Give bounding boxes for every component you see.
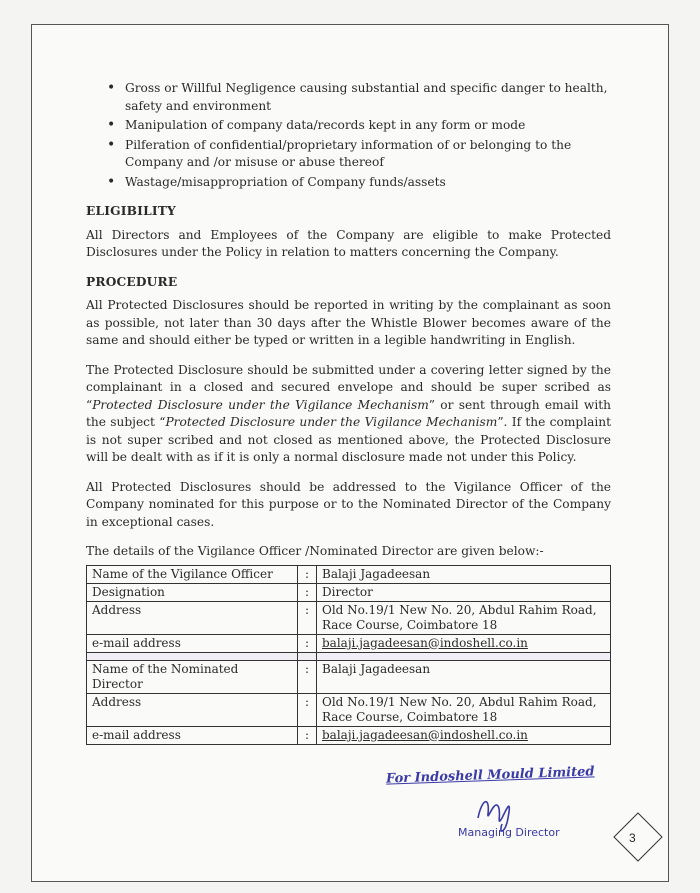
- text-span: ” or sent through email with the subject “: [86, 397, 612, 429]
- signatory-role: Managing Director: [458, 826, 560, 839]
- table-colon: :: [298, 601, 317, 634]
- table-colon: :: [298, 693, 317, 726]
- table-colon: :: [298, 726, 317, 744]
- spacer-cell: [317, 652, 611, 660]
- table-colon: :: [298, 565, 317, 583]
- table-colon: :: [298, 660, 317, 693]
- contact-details-table: [86, 565, 611, 745]
- table-label: e-mail address: [87, 634, 298, 652]
- table-row: [87, 660, 611, 693]
- email-link[interactable]: balaji.jagadeesan@indoshell.co.in: [317, 634, 611, 652]
- procedure-paragraph-2: [86, 362, 611, 467]
- table-colon: :: [298, 583, 317, 601]
- table-row: [87, 634, 611, 652]
- list-item: • Manipulation of company data/records kept in any form or mode: [86, 117, 611, 135]
- procedure-paragraph-3: All Protected Disclosures should be addressed to the Vigilance Officer of the Company nominated for this purpose or to the Nominated Director of the Company in exceptional cases.: [86, 479, 611, 529]
- email-link[interactable]: balaji.jagadeesan@indoshell.co.in: [317, 726, 611, 744]
- table-label: Designation: [87, 583, 298, 601]
- table-label: Name of the Nominated Director: [87, 660, 298, 693]
- eligibility-heading: ELIGIBILITY: [86, 204, 176, 218]
- eligibility-text: All Directors and Employees of the Company are eligible to make Protected Disclosures under the Policy in relation to matters concerning the Company.: [86, 227, 611, 259]
- table-value: Balaji Jagadeesan: [317, 565, 611, 583]
- spacer-cell: [298, 652, 317, 660]
- page-number: 3: [629, 831, 636, 845]
- list-item: • Wastage/misappropriation of Company funds/assets: [86, 174, 611, 192]
- table-spacer-row: [87, 652, 611, 660]
- table-value: Director: [317, 583, 611, 601]
- list-item: • Gross or Willful Negligence causing substantial and specific danger to health, safety and environment: [86, 80, 611, 115]
- table-label: Name of the Vigilance Officer: [87, 565, 298, 583]
- table-value: Old No.19/1 New No. 20, Abdul Rahim Road, Race Course, Coimbatore 18: [317, 693, 611, 726]
- table-row: [87, 693, 611, 726]
- table-row: [87, 583, 611, 601]
- page-number-diamond-icon: [612, 811, 664, 863]
- table-value: Old No.19/1 New No. 20, Abdul Rahim Road, Race Course, Coimbatore 18: [317, 601, 611, 634]
- emphasis-text: Protected Disclosure under the Vigilance Mechanism: [92, 397, 429, 412]
- procedure-heading: PROCEDURE: [86, 274, 178, 289]
- procedure-paragraph-1: All Protected Disclosures should be reported in writing by the complainant as soon as possible, not later than 30 days after the Whistle Blower becomes aware of the same and should either be typed or written in a legible handwriting in English.: [86, 298, 611, 347]
- table-value: Balaji Jagadeesan: [317, 660, 611, 693]
- table-label: e-mail address: [87, 726, 298, 744]
- table-row: [87, 601, 611, 634]
- document-body: [86, 80, 611, 745]
- table-row: [87, 565, 611, 583]
- table-label: Address: [87, 601, 298, 634]
- text-span: ”. If the complaint is not super scribed and not closed as mentioned above, the Protected Disclosure will be dealt with as if it is only a normal disclosure made not under this Policy.: [86, 415, 612, 464]
- text-span: The Protected Disclosure should be submitted under a covering letter signed by the complainant in a closed and secured envelope and should be super scribed as “: [86, 362, 611, 412]
- misconduct-list: [86, 80, 611, 191]
- list-item: • Pilferation of confidential/proprietary information of or belonging to the Company and /or misuse or abuse thereof: [86, 137, 611, 172]
- spacer-cell: [87, 652, 298, 660]
- company-stamp: For Indoshell Mould Limited: [385, 764, 595, 787]
- table-label: Address: [87, 693, 298, 726]
- table-row: [87, 726, 611, 744]
- table-colon: :: [298, 634, 317, 652]
- emphasis-text: Protected Disclosure under the Vigilance Mechanism: [165, 415, 498, 429]
- procedure-paragraph-4: The details of the Vigilance Officer /Nominated Director are given below:-: [86, 544, 544, 558]
